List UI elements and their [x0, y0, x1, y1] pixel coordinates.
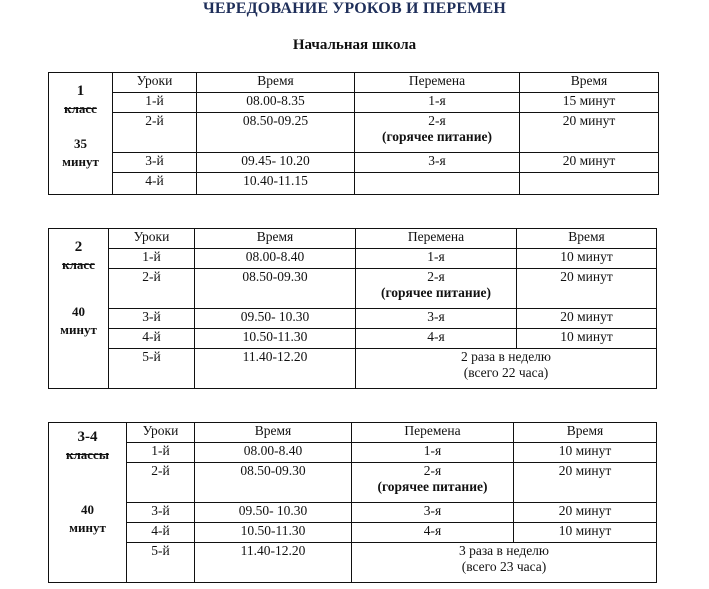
table-row — [49, 523, 657, 543]
table-row — [49, 329, 657, 349]
schedule-table-grade-2 — [48, 228, 657, 389]
lesson-cell: 1-й — [127, 443, 195, 463]
header-break: Перемена — [355, 73, 520, 93]
break-number: 2-я — [428, 113, 446, 128]
time-cell: 08.50-09.30 — [195, 463, 352, 503]
time-cell: 08.00-8.40 — [195, 249, 356, 269]
lesson-cell: 2-й — [127, 463, 195, 503]
class-label-cell — [49, 423, 127, 583]
time-cell: 08.50-09.25 — [197, 113, 355, 153]
section-subtitle: Начальная школа — [292, 37, 417, 53]
time-cell: 11.40-12.20 — [195, 349, 356, 389]
break-cell: 4-я — [356, 329, 517, 349]
break-time-cell: 20 минут — [520, 113, 659, 153]
table-row — [49, 349, 657, 389]
break-cell — [355, 173, 520, 195]
header-lessons: Уроки — [109, 229, 195, 249]
break-time-cell: 10 минут — [517, 249, 657, 269]
break-time-cell: 10 минут — [514, 523, 657, 543]
lesson-cell: 4-й — [127, 523, 195, 543]
lesson-cell: 3-й — [113, 153, 197, 173]
header-lessons: Уроки — [127, 423, 195, 443]
lesson-cell: 5-й — [109, 349, 195, 389]
page-title: ЧЕРЕДОВАНИЕ УРОКОВ И ПЕРЕМЕН — [202, 0, 507, 17]
break-number: 2-я — [427, 269, 445, 284]
time-cell: 09.45- 10.20 — [197, 153, 355, 173]
break-cell — [352, 463, 514, 503]
lesson-cell: 3-й — [109, 309, 195, 329]
weekly-note-cell — [356, 349, 657, 389]
header-break-time: Время — [517, 229, 657, 249]
break-time-cell: 20 минут — [520, 153, 659, 173]
break-cell: 3-я — [355, 153, 520, 173]
table-row — [49, 113, 659, 153]
class-word: класс — [62, 257, 95, 272]
class-number: 1 — [76, 83, 85, 99]
class-number: 3-4 — [77, 429, 98, 445]
duration-number: 40 — [72, 304, 85, 319]
class-number: 2 — [74, 239, 83, 255]
duration-unit: минут — [62, 154, 99, 169]
header-time: Время — [195, 229, 356, 249]
time-cell: 09.50- 10.30 — [195, 309, 356, 329]
duration-number: 40 — [81, 502, 94, 517]
time-cell: 11.40-12.20 — [195, 543, 352, 583]
table-row — [49, 503, 657, 523]
header-time: Время — [197, 73, 355, 93]
time-cell: 08.00-8.35 — [197, 93, 355, 113]
break-time-cell: 20 минут — [514, 503, 657, 523]
weekly-note-line1: 3 раза в неделю — [458, 543, 550, 558]
hot-meal-note: (горячее питание) — [381, 285, 491, 300]
duration-unit: минут — [60, 322, 97, 337]
weekly-note-line2: (всего 22 часа) — [463, 365, 549, 380]
break-cell — [356, 269, 517, 309]
table-header-row — [49, 423, 657, 443]
table-row — [49, 309, 657, 329]
break-cell: 1-я — [352, 443, 514, 463]
break-time-cell: 10 минут — [514, 443, 657, 463]
break-time-cell — [520, 173, 659, 195]
hot-meal-note: (горячее питание) — [377, 479, 488, 494]
break-time-cell: 10 минут — [517, 329, 657, 349]
table-row — [49, 153, 659, 173]
time-cell: 10.50-11.30 — [195, 523, 352, 543]
table-row — [49, 269, 657, 309]
lesson-duration — [49, 135, 112, 171]
break-number: 2-я — [423, 463, 442, 478]
lesson-cell: 4-й — [109, 329, 195, 349]
hot-meal-note: (горячее питание) — [382, 129, 492, 144]
table-row — [49, 443, 657, 463]
schedule-table-grade-1 — [48, 72, 659, 195]
header-time: Время — [195, 423, 352, 443]
break-cell: 1-я — [356, 249, 517, 269]
break-time-cell: 15 минут — [520, 93, 659, 113]
class-word: классы — [66, 447, 109, 462]
time-cell: 08.00-8.40 — [195, 443, 352, 463]
duration-number: 35 — [74, 136, 87, 151]
time-cell: 08.50-09.30 — [195, 269, 356, 309]
lesson-cell: 2-й — [113, 113, 197, 153]
schedule-table-grade-3-4 — [48, 422, 657, 583]
table-row — [49, 543, 657, 583]
class-label-cell — [49, 73, 113, 195]
table-header-row — [49, 229, 657, 249]
lesson-cell: 4-й — [113, 173, 197, 195]
lesson-cell: 1-й — [109, 249, 195, 269]
table-row — [49, 93, 659, 113]
class-label-cell — [49, 229, 109, 389]
lesson-cell: 5-й — [127, 543, 195, 583]
lesson-cell: 1-й — [113, 93, 197, 113]
break-cell: 3-я — [352, 503, 514, 523]
weekly-note-cell — [352, 543, 657, 583]
table-header-row — [49, 73, 659, 93]
table-row — [49, 173, 659, 195]
lesson-duration — [49, 303, 108, 339]
break-cell: 3-я — [356, 309, 517, 329]
class-word: класс — [64, 101, 97, 116]
time-cell: 10.50-11.30 — [195, 329, 356, 349]
weekly-note-line1: 2 раза в неделю — [460, 349, 552, 364]
break-cell: 1-я — [355, 93, 520, 113]
header-break: Перемена — [352, 423, 514, 443]
header-break-time: Время — [520, 73, 659, 93]
weekly-note-line2: (всего 23 часа) — [461, 559, 547, 574]
lesson-duration — [49, 501, 126, 537]
lesson-cell: 2-й — [109, 269, 195, 309]
break-time-cell: 20 минут — [514, 463, 657, 503]
duration-unit: минут — [69, 520, 106, 535]
break-time-cell: 20 минут — [517, 269, 657, 309]
time-cell: 10.40-11.15 — [197, 173, 355, 195]
lesson-cell: 3-й — [127, 503, 195, 523]
table-row — [49, 249, 657, 269]
header-lessons: Уроки — [113, 73, 197, 93]
break-time-cell: 20 минут — [517, 309, 657, 329]
time-cell: 09.50- 10.30 — [195, 503, 352, 523]
header-break-time: Время — [514, 423, 657, 443]
break-cell — [355, 113, 520, 153]
break-cell: 4-я — [352, 523, 514, 543]
table-row — [49, 463, 657, 503]
header-break: Перемена — [356, 229, 517, 249]
